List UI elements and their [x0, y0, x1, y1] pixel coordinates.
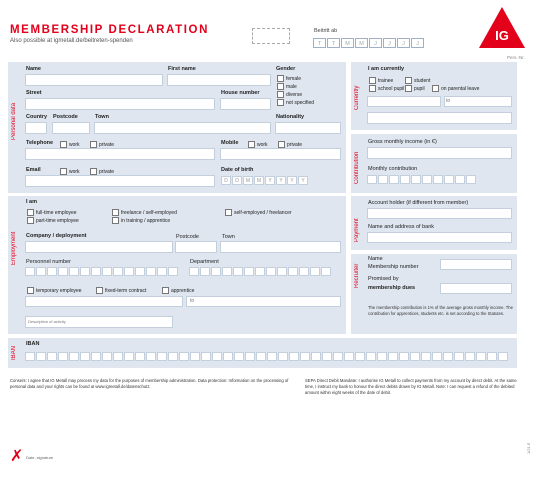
iban-cell[interactable] — [421, 352, 431, 361]
date-cell[interactable]: J — [397, 38, 410, 48]
dob-cell[interactable]: M — [254, 176, 264, 185]
email-work-checkbox[interactable] — [60, 168, 80, 175]
company-town-label: Town — [222, 234, 235, 240]
personnel-cell[interactable] — [69, 267, 79, 276]
entry-date-label: Beitritt ab — [314, 28, 338, 34]
contribution-cell[interactable] — [466, 175, 476, 184]
iban-cell[interactable] — [289, 352, 299, 361]
employment-option[interactable]: self-employed / freelancer — [225, 209, 292, 216]
gender-female-checkbox[interactable] — [277, 75, 301, 82]
iban-cell[interactable] — [377, 352, 387, 361]
iban-cell[interactable] — [399, 352, 409, 361]
contribution-side-label: Contribution — [354, 151, 360, 184]
dob-cell[interactable]: Y — [265, 176, 275, 185]
dob-cell[interactable]: D — [232, 176, 242, 185]
telephone-private-label: private — [99, 141, 115, 148]
apprentice-checkbox[interactable]: apprentice — [162, 287, 194, 294]
currently-trainee-checkbox[interactable]: trainee — [369, 77, 393, 84]
currently-title: I am currently — [368, 66, 405, 72]
iban-cell[interactable] — [146, 352, 156, 361]
iban-cells[interactable] — [25, 352, 509, 361]
iban-cell[interactable] — [201, 352, 211, 361]
recruiter-name-label: Name — [368, 256, 383, 262]
dob-cell[interactable]: Y — [276, 176, 286, 185]
dob-cell[interactable]: Y — [298, 176, 308, 185]
iban-cell[interactable] — [223, 352, 233, 361]
iban-cell[interactable] — [58, 352, 68, 361]
iban-cell[interactable] — [355, 352, 365, 361]
iban-cell[interactable] — [25, 352, 35, 361]
recruiter-number-label: Membership number — [368, 264, 419, 270]
nationality-field[interactable] — [275, 122, 341, 134]
postcode-label: Postcode — [53, 114, 78, 120]
iban-cell[interactable] — [157, 352, 167, 361]
iban-cell[interactable] — [454, 352, 464, 361]
personnel-no-label: Pers.-Nr. — [507, 55, 525, 60]
dob-label: Date of birth — [221, 167, 254, 173]
iban-cell[interactable] — [366, 352, 376, 361]
iban-cell[interactable] — [113, 352, 123, 361]
department-cell[interactable] — [255, 267, 265, 276]
signature-field[interactable] — [26, 451, 126, 461]
company-postcode-field[interactable] — [175, 241, 217, 253]
dob-cells[interactable] — [221, 176, 309, 185]
gender-unspecified-checkbox[interactable] — [277, 99, 314, 106]
recruiter-field[interactable] — [440, 259, 512, 270]
mobile-private-checkbox[interactable] — [278, 141, 302, 148]
iban-cell[interactable] — [432, 352, 442, 361]
mobile-work-checkbox[interactable] — [248, 141, 268, 148]
department-cell[interactable] — [266, 267, 276, 276]
iban-cell[interactable] — [322, 352, 332, 361]
contribution-cell[interactable] — [444, 175, 454, 184]
nationality-label: Nationality — [276, 114, 305, 120]
personnel-cell[interactable] — [47, 267, 57, 276]
personnel-cell[interactable] — [102, 267, 112, 276]
date-cell[interactable]: J — [369, 38, 382, 48]
contribution-cell[interactable] — [400, 175, 410, 184]
department-cell[interactable] — [244, 267, 254, 276]
page-subtitle: Also possible at igmetall.de/beitreten-spenden — [10, 38, 133, 44]
mobile-work-label: work — [257, 141, 268, 148]
employment-option[interactable]: part-time employee — [27, 217, 79, 224]
iban-cell[interactable] — [190, 352, 200, 361]
gender-male-label: male — [286, 83, 297, 90]
bank-label: Name and address of bank — [368, 224, 435, 230]
house-number-label: House number — [221, 90, 260, 96]
contribution-cell[interactable] — [389, 175, 399, 184]
consent-text: Consent: I agree that IG Metall may process my data for the purposes of membership administration. Data protection: Information on the processing of personal data and your rights can be found at www.igmetall.de/datenschutz. — [10, 378, 289, 389]
employment-to-field[interactable] — [186, 296, 341, 307]
iban-cell[interactable] — [168, 352, 178, 361]
department-cell[interactable] — [277, 267, 287, 276]
iban-cell[interactable] — [278, 352, 288, 361]
company-town-field[interactable] — [220, 241, 341, 253]
iban-cell[interactable] — [36, 352, 46, 361]
date-cell[interactable]: M — [355, 38, 368, 48]
employment-option[interactable]: in training / apprentice — [112, 217, 170, 224]
account-holder-label: Account holder (if different from member) — [368, 200, 469, 206]
town-field[interactable] — [94, 122, 271, 134]
email-private-checkbox[interactable] — [90, 168, 114, 175]
first-name-field[interactable] — [167, 74, 271, 86]
iban-cell[interactable] — [69, 352, 79, 361]
gender-diverse-checkbox[interactable] — [277, 91, 302, 98]
stamp-box — [252, 28, 290, 44]
iban-cell[interactable] — [443, 352, 453, 361]
sepa-mandate-text: SEPA Direct Debit Mandate: I authorise IG Metall to collect payments from my account by direct debit. At the same time, I instruct my bank to honour the direct debits drawn by IG Metall. Note: I can request a refund of the debited amount within eight weeks of the date of debit. — [305, 378, 517, 395]
iban-cell[interactable] — [245, 352, 255, 361]
date-cell[interactable]: M — [341, 38, 354, 48]
department-cell[interactable] — [211, 267, 221, 276]
company-postcode-label: Postcode — [176, 234, 199, 240]
gender-diverse-label: diverse — [286, 91, 303, 98]
iban-cell[interactable] — [256, 352, 266, 361]
gross-income-field[interactable] — [367, 147, 512, 159]
street-label: Street — [26, 90, 42, 96]
department-cell[interactable] — [288, 267, 298, 276]
account-holder-field[interactable] — [367, 208, 512, 219]
gender-male-checkbox[interactable] — [277, 83, 297, 90]
gender-female-label: female — [286, 75, 302, 82]
department-cell[interactable] — [299, 267, 309, 276]
form-code: 1/21 E — [526, 442, 531, 454]
telephone-private-checkbox[interactable] — [90, 141, 114, 148]
currently-school-checkbox[interactable]: school pupil — [369, 85, 404, 92]
name-field[interactable] — [25, 74, 163, 86]
temporary-employee-checkbox[interactable]: temporary employee — [27, 287, 82, 294]
mobile-private-label: private — [287, 141, 303, 148]
iban-cell[interactable] — [124, 352, 134, 361]
gender-label: Gender — [276, 66, 296, 72]
membership-dues-label: membership dues — [368, 285, 416, 291]
telephone-label: Telephone — [26, 140, 54, 146]
dob-cell[interactable]: D — [221, 176, 231, 185]
email-label: Email — [26, 167, 41, 173]
date-cell[interactable]: J — [411, 38, 424, 48]
country-label: Country — [26, 114, 48, 120]
date-cell[interactable]: T — [313, 38, 326, 48]
mobile-label: Mobile — [221, 140, 239, 146]
activity-description-label: Description of activity — [28, 319, 66, 324]
telephone-field[interactable] — [25, 148, 215, 160]
iban-side-label: IBAN — [11, 345, 17, 360]
iban-cell[interactable] — [102, 352, 112, 361]
department-cell[interactable] — [189, 267, 199, 276]
telephone-work-checkbox[interactable] — [60, 141, 80, 148]
iban-cell[interactable] — [212, 352, 222, 361]
gross-income-label: Gross monthly income (in €) — [368, 139, 437, 145]
iban-cell[interactable] — [410, 352, 420, 361]
employment-from-field[interactable] — [25, 296, 183, 307]
contribution-cell[interactable] — [455, 175, 465, 184]
personnel-cell[interactable] — [113, 267, 123, 276]
currently-pupil-checkbox[interactable]: pupil — [405, 85, 425, 92]
department-cell[interactable] — [222, 267, 232, 276]
iban-cell[interactable] — [135, 352, 145, 361]
personnel-cell[interactable] — [135, 267, 145, 276]
iban-cell[interactable] — [80, 352, 90, 361]
iban-cell[interactable] — [234, 352, 244, 361]
iban-cell[interactable] — [311, 352, 321, 361]
personnel-number-label: Personnel number — [26, 259, 71, 265]
page-title: MEMBERSHIP DECLARATION — [10, 24, 209, 36]
personnel-cell[interactable] — [80, 267, 90, 276]
first-name-label: First name — [168, 66, 196, 72]
entry-date-cells[interactable] — [313, 38, 425, 48]
payment-side-label: Payment — [354, 218, 360, 242]
dob-cell[interactable]: M — [243, 176, 253, 185]
contribution-cell[interactable] — [367, 175, 377, 184]
personal-data-side-label: Personal data — [11, 102, 17, 140]
iban-cell[interactable] — [476, 352, 486, 361]
bank-field[interactable] — [367, 232, 512, 243]
signature-line-label: Date, signature — [26, 455, 54, 460]
currently-to-label: to — [446, 98, 451, 104]
department-label: Department — [190, 259, 219, 265]
ig-metall-logo-icon — [478, 6, 526, 50]
telephone-work-label: work — [69, 141, 80, 148]
street-field[interactable] — [25, 98, 215, 110]
name-label: Name — [26, 66, 41, 72]
iban-cell[interactable] — [91, 352, 101, 361]
currently-side-label: Currently — [354, 85, 360, 110]
iban-label: IBAN — [26, 341, 40, 347]
contribution-cell[interactable] — [422, 175, 432, 184]
iban-cell[interactable] — [333, 352, 343, 361]
personnel-cell[interactable] — [25, 267, 35, 276]
iban-cell[interactable] — [487, 352, 497, 361]
currently-to-field[interactable] — [444, 96, 512, 107]
country-field[interactable] — [25, 122, 47, 134]
fixed-term-checkbox[interactable]: fixed-term contract — [96, 287, 146, 294]
email-work-label: work — [69, 168, 80, 175]
dob-cell[interactable]: Y — [287, 176, 297, 185]
mobile-field[interactable] — [220, 148, 341, 160]
department-cells[interactable] — [189, 267, 332, 276]
personnel-cell[interactable] — [146, 267, 156, 276]
promised-label: Promised by — [368, 276, 399, 282]
email-field[interactable] — [25, 175, 215, 187]
recruiter-side-label: Recruiter — [354, 263, 360, 288]
employment-option[interactable]: full-time employee — [27, 209, 77, 216]
department-cell[interactable] — [310, 267, 320, 276]
iban-cell[interactable] — [498, 352, 508, 361]
personnel-cell[interactable] — [168, 267, 178, 276]
employment-option[interactable]: freelance / self-employed — [112, 209, 177, 216]
currently-parental-checkbox[interactable]: on parental leave — [432, 85, 479, 92]
currently-detail-field[interactable] — [367, 112, 512, 124]
currently-from-field[interactable] — [367, 96, 441, 107]
department-cell[interactable] — [321, 267, 331, 276]
company-field[interactable] — [25, 241, 173, 253]
department-cell[interactable] — [233, 267, 243, 276]
employment-side-label: Employment — [11, 231, 17, 265]
personnel-cell[interactable] — [58, 267, 68, 276]
department-cell[interactable] — [200, 267, 210, 276]
town-label: Town — [95, 114, 109, 120]
contribution-cell[interactable] — [411, 175, 421, 184]
contribution-cell[interactable] — [378, 175, 388, 184]
company-label: Company / deployment — [26, 233, 87, 239]
iban-cell[interactable] — [388, 352, 398, 361]
contribution-cell[interactable] — [433, 175, 443, 184]
personnel-cell[interactable] — [36, 267, 46, 276]
svg-text:IG: IG — [495, 28, 509, 43]
recruiter-note: The membership contribution is 1% of the average gross monthly income. The contribution for apprentices, students etc. is set according to the Statutes. — [368, 305, 513, 316]
monthly-contribution-cells[interactable] — [367, 175, 477, 184]
email-private-label: private — [99, 168, 115, 175]
i-am-label: I am — [26, 199, 38, 205]
personnel-number-cells[interactable] — [25, 267, 179, 276]
iban-cell[interactable] — [267, 352, 277, 361]
iban-cell[interactable] — [179, 352, 189, 361]
iban-cell[interactable] — [47, 352, 57, 361]
date-cell[interactable]: J — [383, 38, 396, 48]
currently-student-checkbox[interactable]: student — [405, 77, 430, 84]
iban-cell[interactable] — [300, 352, 310, 361]
iban-cell[interactable] — [465, 352, 475, 361]
iban-cell[interactable] — [344, 352, 354, 361]
monthly-contribution-label: Monthly contribution — [368, 166, 418, 172]
membership-dues-field[interactable] — [440, 283, 512, 294]
employment-to-label: to — [190, 298, 195, 304]
postcode-field[interactable] — [52, 122, 90, 134]
personnel-cell[interactable] — [157, 267, 167, 276]
personnel-cell[interactable] — [91, 267, 101, 276]
date-cell[interactable]: T — [327, 38, 340, 48]
house-number-field[interactable] — [220, 98, 271, 110]
gender-unspecified-label: not specified — [286, 99, 315, 106]
signature-mark-icon: ✗ — [10, 448, 24, 465]
personnel-cell[interactable] — [124, 267, 134, 276]
